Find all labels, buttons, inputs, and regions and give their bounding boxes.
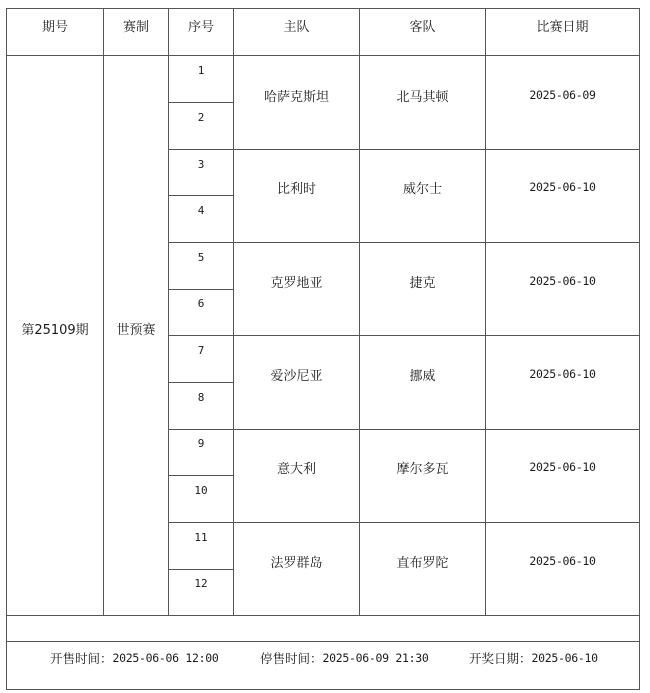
- seq-number: 6: [197, 297, 205, 310]
- sale-stop-value: 2025-06-09 21:30: [322, 651, 429, 665]
- header-seq: 序号: [187, 20, 214, 35]
- divider: [168, 242, 640, 243]
- match-date: 2025-06-10: [529, 367, 596, 381]
- match-date: 2025-06-10: [529, 460, 596, 474]
- table-body-bottom-line: [6, 615, 640, 616]
- away-team: 直布罗陀: [396, 555, 449, 571]
- divider: [168, 429, 640, 430]
- divider: [168, 195, 234, 196]
- header-format: 赛制: [122, 20, 149, 35]
- sale-stop-label: 停售时间：: [260, 651, 323, 666]
- seq-number: 5: [197, 251, 205, 264]
- home-team: 克罗地亚: [270, 275, 323, 291]
- away-team: 北马其顿: [396, 89, 449, 105]
- divider: [168, 382, 234, 383]
- border-right: [639, 8, 640, 690]
- border-bottom: [6, 689, 640, 690]
- seq-number: 10: [194, 484, 208, 497]
- seq-number: 8: [197, 391, 205, 404]
- match-date: 2025-06-10: [529, 274, 596, 288]
- away-team: 捷克: [409, 275, 436, 291]
- draw-date: [469, 641, 598, 675]
- home-team: 意大利: [276, 461, 316, 477]
- match-date: 2025-06-10: [529, 180, 596, 194]
- sale-start-time: [50, 641, 219, 675]
- header-home-team: 主队: [283, 20, 310, 35]
- seq-number: 1: [197, 64, 205, 77]
- draw-date-label: 开奖日期：: [469, 651, 532, 666]
- home-team: 比利时: [276, 181, 316, 197]
- sale-stop-time: [260, 641, 429, 675]
- home-team: 爱沙尼亚: [270, 368, 323, 384]
- header-match-date: 比赛日期: [536, 20, 589, 35]
- divider: [168, 522, 640, 523]
- seq-number: 11: [194, 531, 208, 544]
- match-format: 世预赛: [116, 322, 156, 338]
- seq-number: 9: [197, 437, 205, 450]
- away-team: 挪威: [409, 368, 436, 384]
- header-bottom-line: [6, 55, 640, 56]
- divider: [168, 475, 234, 476]
- header-away-team: 客队: [409, 20, 436, 35]
- divider: [168, 289, 234, 290]
- draw-date-value: 2025-06-10: [531, 651, 598, 665]
- sale-start-label: 开售时间：: [50, 651, 113, 666]
- divider: [168, 149, 640, 150]
- header-issue: 期号: [41, 20, 68, 35]
- border-top: [6, 8, 640, 9]
- sale-start-value: 2025-06-06 12:00: [112, 651, 219, 665]
- match-date: 2025-06-10: [529, 554, 596, 568]
- divider: [168, 102, 234, 103]
- home-team: 哈萨克斯坦: [263, 89, 329, 105]
- seq-number: 2: [197, 111, 205, 124]
- match-date: 2025-06-09: [529, 88, 596, 102]
- home-team: 法罗群岛: [270, 555, 323, 571]
- divider: [168, 569, 234, 570]
- seq-number: 4: [197, 204, 205, 217]
- away-team: 摩尔多瓦: [396, 461, 449, 477]
- away-team: 威尔士: [402, 181, 442, 197]
- seq-number: 3: [197, 158, 205, 171]
- seq-number: 7: [197, 344, 205, 357]
- divider: [168, 335, 640, 336]
- issue-number: 第25109期: [21, 322, 89, 338]
- border-left: [6, 8, 7, 690]
- seq-number: 12: [194, 577, 208, 590]
